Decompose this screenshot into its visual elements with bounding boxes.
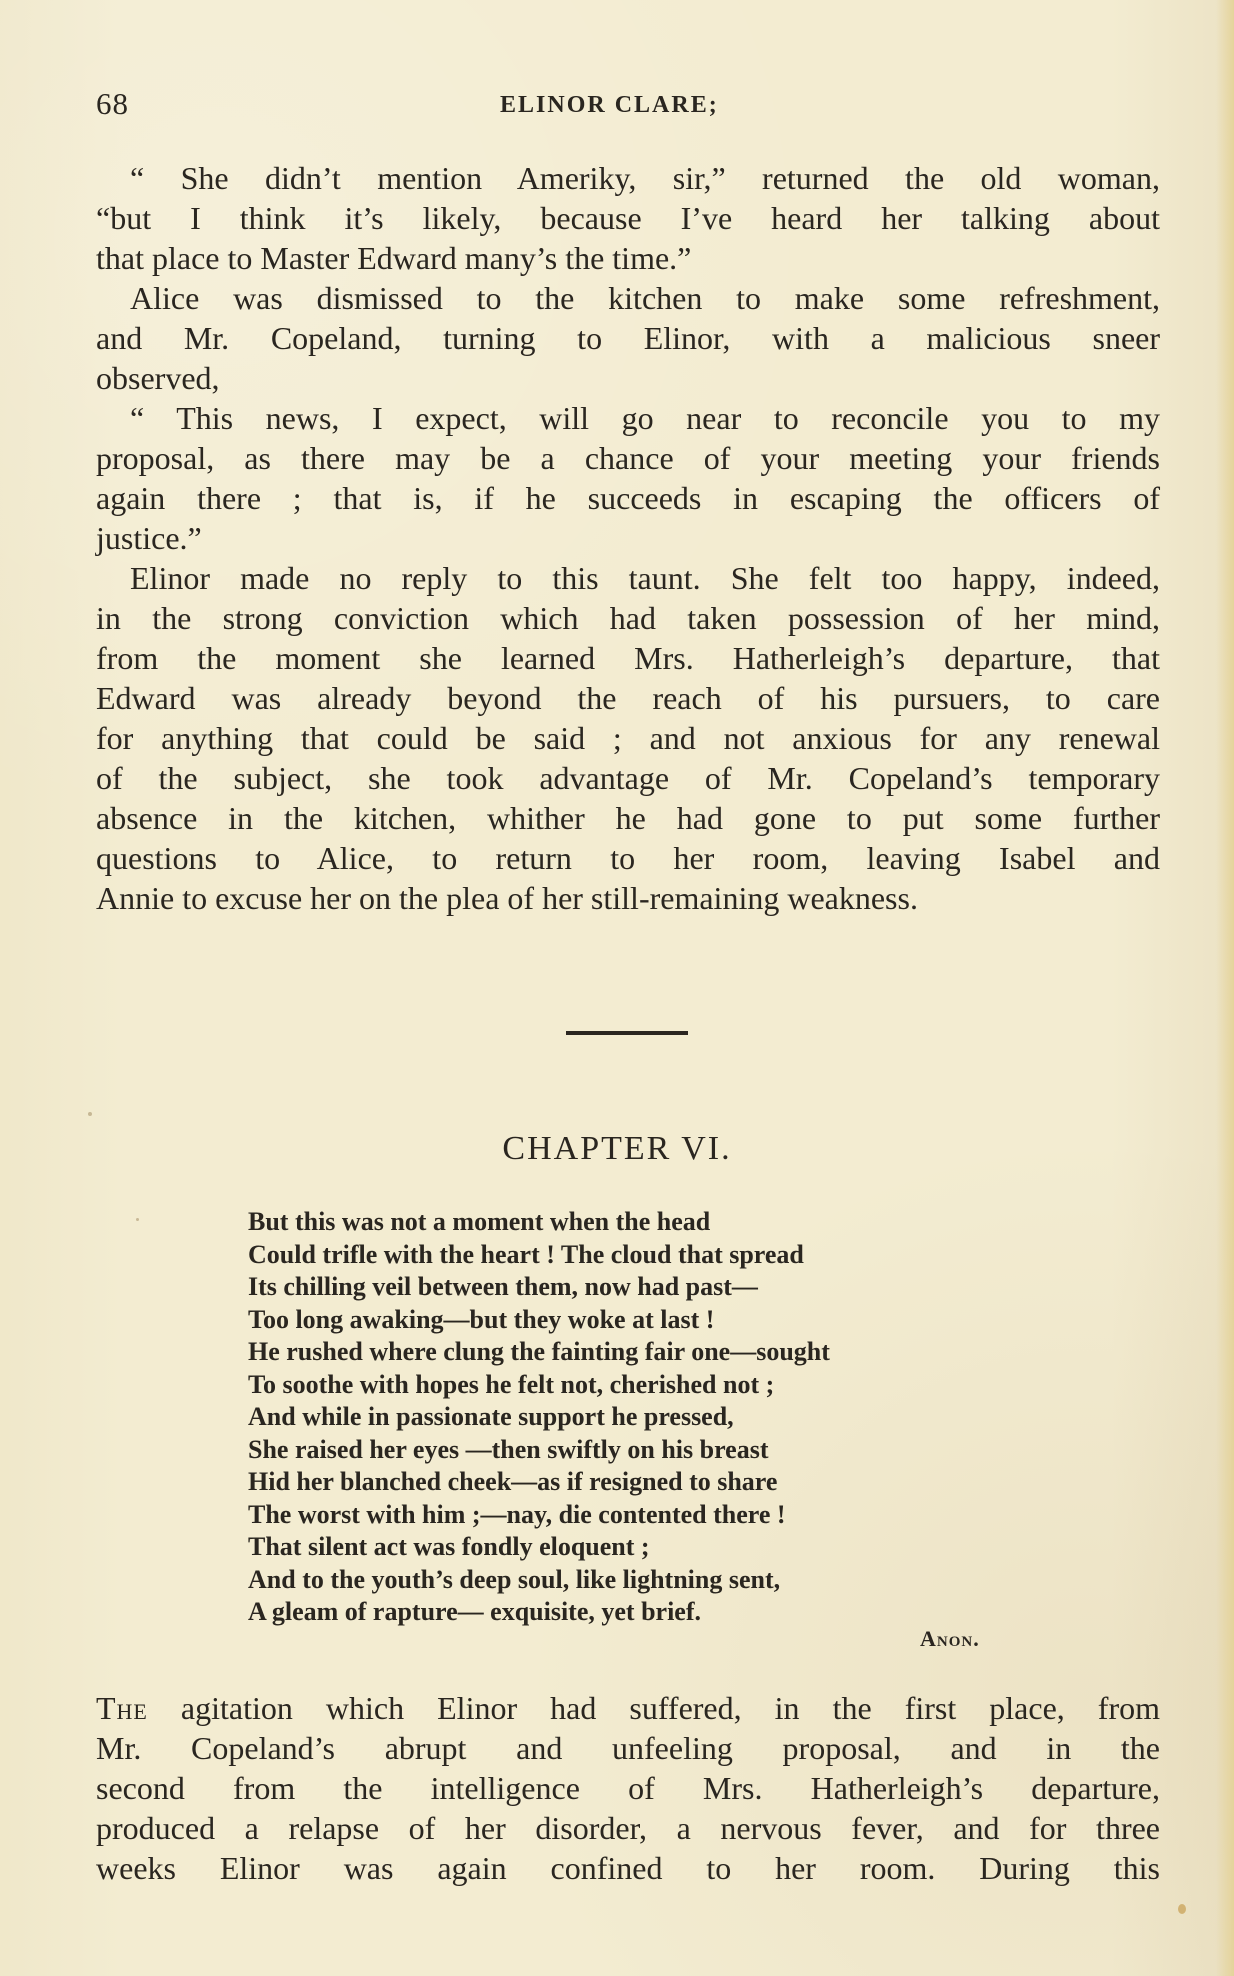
epigraph-poem (248, 1206, 1008, 1629)
text-line: that place to Master Edward many’s the time.” (96, 240, 692, 276)
page-edge-shadow (1216, 0, 1234, 1976)
text-line: of the subject, she took advantage of Mr. Copeland’s temporary (96, 760, 1160, 796)
poem-line: A gleam of rapture— exquisite, yet brief. (248, 1597, 701, 1626)
text-line: second from the intelligence of Mrs. Hatherleigh’s departure, (96, 1770, 1160, 1806)
page-number: 68 (96, 86, 129, 121)
poem-line: That silent act was fondly eloquent ; (248, 1532, 650, 1561)
text-line: and Mr. Copeland, turning to Elinor, with a malicious sneer (96, 320, 1160, 356)
poem-attribution: Anon. (920, 1626, 980, 1651)
poem-line: She raised her eyes —then swiftly on his breast (248, 1434, 769, 1464)
text-line: Annie to excuse her on the plea of her still-remaining weakness. (96, 880, 918, 916)
text-line: “ She didn’t mention Ameriky, sir,” returned the old woman, (130, 160, 1160, 196)
page-header (96, 86, 1160, 126)
paper-speck (88, 1112, 92, 1116)
continuation-text-block (96, 1688, 1160, 1888)
text-line: proposal, as there may be a chance of your meeting your friends (96, 440, 1160, 476)
poem-line: The worst with him ;—nay, die contented there ! (248, 1499, 786, 1529)
paper-speck (136, 1218, 139, 1221)
poem-line: Too long awaking—but they woke at last ! (248, 1304, 715, 1334)
main-text-block (96, 158, 1160, 918)
chapter-title: CHAPTER VI. (502, 1130, 732, 1167)
text-line: justice.” (96, 520, 202, 556)
poem-line: He rushed where clung the fainting fair one—sought (248, 1337, 830, 1366)
text-line (96, 1688, 1160, 1728)
text-line: “but I think it’s likely, because I’ve heard her talking about (96, 200, 1160, 236)
opening-line-rest: agitation which Elinor had suffered, in the first place, from (147, 1690, 1160, 1726)
poem-line: But this was not a moment when the head (248, 1207, 711, 1236)
text-line: weeks Elinor was again confined to her room. During this (96, 1850, 1160, 1886)
poem-line: And while in passionate support he pressed, (248, 1402, 734, 1431)
text-line: absence in the kitchen, whither he had gone to put some further (96, 800, 1160, 836)
text-line: in the strong conviction which had taken possession of her mind, (96, 600, 1160, 636)
text-line: for anything that could be said ; and not anxious for any renewal (96, 720, 1160, 756)
poem-line: To soothe with hopes he felt not, cherished not ; (248, 1369, 775, 1399)
poem-line: Hid her blanched cheek—as if resigned to share (248, 1467, 778, 1496)
running-title: ELINOR CLARE; (500, 92, 719, 118)
section-divider (566, 1031, 688, 1035)
text-line: Mr. Copeland’s abrupt and unfeeling proposal, and in the (96, 1730, 1160, 1766)
text-line: again there ; that is, if he succeeds in escaping the officers of (96, 480, 1160, 516)
poem-line: And to the youth’s deep soul, like lightning sent, (248, 1564, 781, 1594)
text-line: Elinor made no reply to this taunt. She felt too happy, indeed, (130, 560, 1160, 596)
poem-line: Could trifle with the heart ! The cloud that spread (248, 1239, 804, 1269)
opening-small-caps-word: The (96, 1690, 148, 1726)
text-line: Alice was dismissed to the kitchen to make some refreshment, (130, 280, 1160, 316)
text-line: observed, (96, 360, 220, 396)
poem-line: Its chilling veil between them, now had past— (248, 1272, 758, 1301)
text-line: from the moment she learned Mrs. Hatherleigh’s departure, that (96, 640, 1160, 676)
text-line: produced a relapse of her disorder, a nervous fever, and for three (96, 1810, 1160, 1846)
text-line: questions to Alice, to return to her room, leaving Isabel and (96, 840, 1160, 876)
text-line: Edward was already beyond the reach of his pursuers, to care (96, 680, 1160, 716)
paper-speck (1178, 1904, 1186, 1914)
text-line: “ This news, I expect, will go near to reconcile you to my (130, 400, 1160, 436)
